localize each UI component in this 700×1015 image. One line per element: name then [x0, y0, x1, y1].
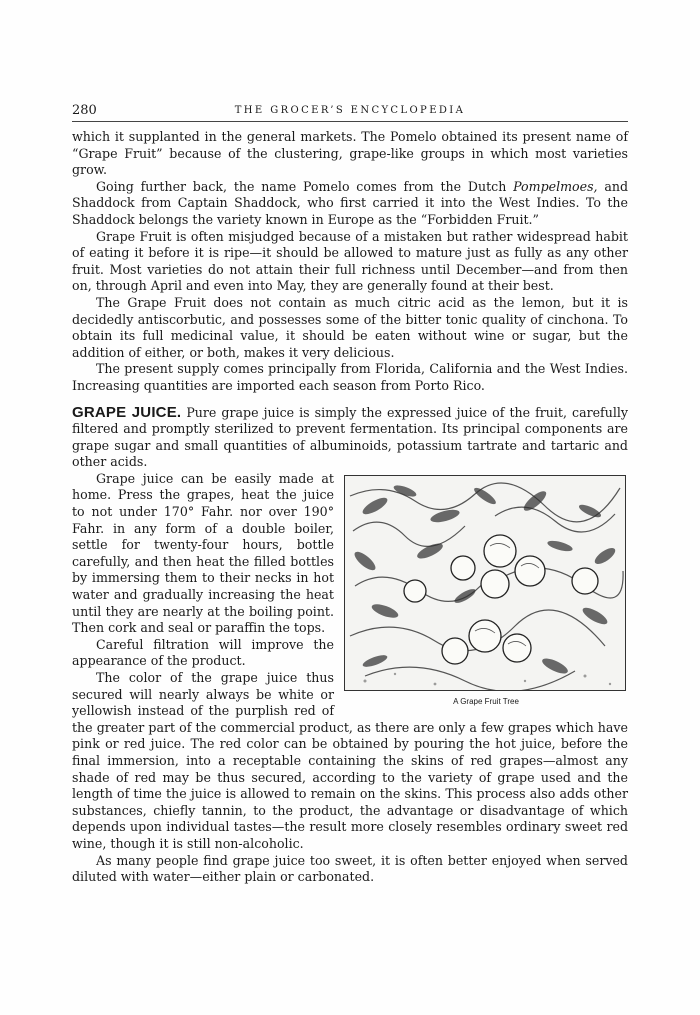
running-title: THE GROCER’S ENCYCLOPEDIA	[234, 105, 466, 116]
text-run: Pure grape juice is simply the expressed juice of the fruit, carefully filtered and promptly sterilized to prevent fermentation. Its principal components are grape sugar and small quantities of albuminoids, potassium tartrate and tartaric and other acids.	[72, 404, 628, 470]
paragraph: The Grape Fruit does not contain as much citric acid as the lemon, but it is decidedly antiscorbutic, and possesses some of the bitter tonic quality of cinchona. To obtain its full medicinal value, it should be eaten without wine or sugar, but the addition of either, or both, makes it very delicious.	[72, 294, 628, 360]
paragraph: Grape juice can be easily made at home. Press the grapes, heat the juice to not under 170° Fahr. nor over 190° Fahr. in any form of a double boiler, settle for twenty-four hours, bottle carefully, and then heat the filled bottles by immersing them to their necks in hot water and gradually increasing the heat until they are nearly at the boiling point. Then cork and seal or paraffin the tops.	[72, 470, 334, 636]
italic-term: Pompelmoes,	[513, 178, 598, 194]
entry-heading: GRAPE JUICE.	[72, 403, 182, 421]
figure-caption: A Grape Fruit Tree	[453, 696, 519, 706]
paragraph: Grape Fruit is often misjudged because of a mistaken but rather widespread habit of eating it before it is ripe—it should be allowed to mature just as fully as any other fruit. Most varieties do not attain their full richness until December—and from then on, through April and even into May, they are generally found at their best.	[72, 228, 628, 294]
paragraph: which it supplanted in the general markets. The Pomelo obtained its present name of “Grape Fruit” because of the clustering, grape-like groups in which most varieties grow.	[72, 129, 628, 178]
page-number: 280	[72, 103, 97, 118]
text-run: and Shaddock from Captain Shaddock, who first carried it into the West Indies. To the Shaddock belongs the variety known in Europe as the “Forbidden Fruit.”	[72, 178, 629, 227]
grape-juice-entry	[72, 405, 628, 471]
paragraph: As many people find grape juice too sweet, it is often better enjoyed when served diluted with water—either plain or carbonated.	[72, 852, 628, 885]
text-run: Going further back, the name Pomelo comes from the Dutch	[96, 178, 514, 194]
paragraph	[72, 179, 628, 229]
grape-fruit-tree-illustration	[344, 475, 626, 691]
paragraph: The color of the grape juice thus secured will nearly always be white or yellowish instead of the purplish red of the greater part of the commercial product, as there are only a few grapes which have pink or red juice. The red color can be obtained by pouring the hot juice, before the final immersion, into a receptable containing the skins of red grapes—almost any shade of red may be thus secured, according to the variety of grape used and the length of time the juice is allowed to remain on the skins. This process also adds other substances, chiefly tannin, to the product, the advantage or disadvantage of which depends upon individual tastes—the result more closely resembles ordinary sweet red wine, though it is still non-alcoholic.	[72, 670, 628, 851]
page-body	[72, 129, 628, 886]
page-header	[72, 103, 628, 122]
figure	[344, 475, 628, 711]
paragraph: The present supply comes principally from Florida, California and the West Indies. Increasing quantities are imported each season from Porto Rico.	[72, 361, 628, 393]
paragraph: Careful filtration will improve the appearance of the product.	[72, 636, 334, 669]
